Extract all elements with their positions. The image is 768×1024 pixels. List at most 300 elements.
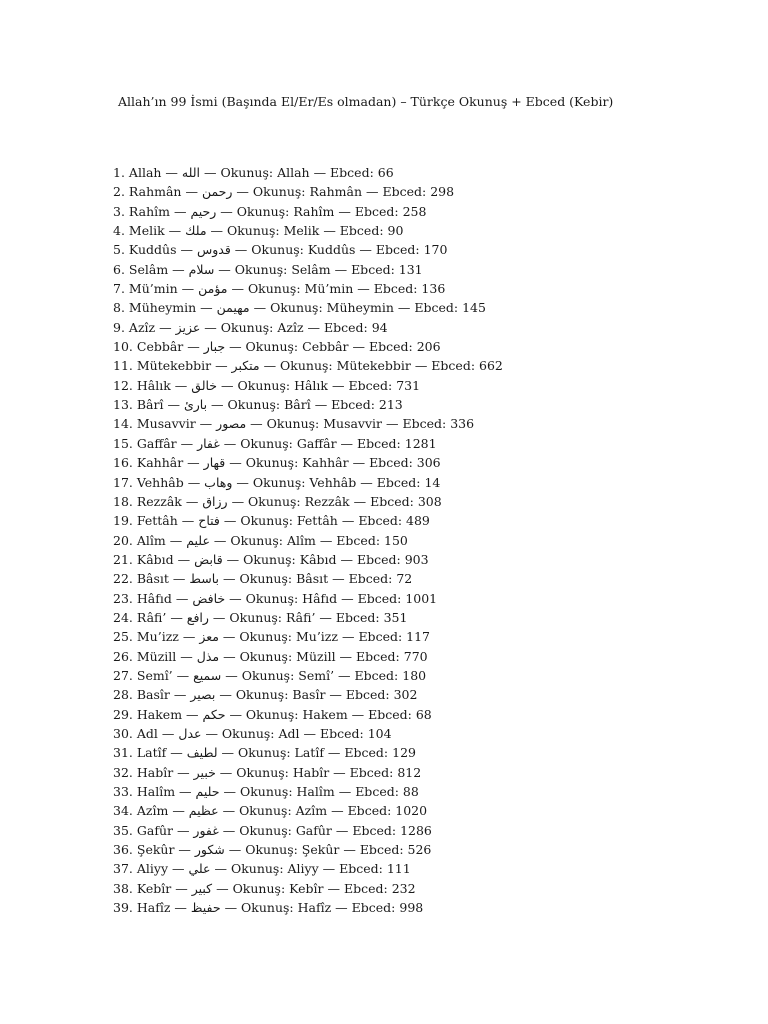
separator: — (334, 667, 355, 683)
separator: — (349, 493, 371, 509)
separator: — (183, 339, 204, 355)
item-arabic: فتاح (198, 513, 220, 529)
separator: — (337, 590, 358, 606)
item-name: Mütekebbir (136, 358, 212, 374)
item-number: 8. (113, 300, 125, 316)
item-name: Fettâh (136, 513, 178, 529)
separator: — (356, 474, 377, 490)
item-ebced: 111 (386, 861, 411, 877)
item-name: Adl (136, 725, 158, 741)
item-name: Kâbıd (136, 551, 174, 567)
item-ebced: 351 (383, 609, 408, 625)
ebced-label: Ebced: (357, 590, 406, 606)
list-item (113, 685, 503, 704)
item-reading: Rahîm (293, 203, 335, 219)
item-name: Bârî (136, 397, 164, 413)
separator: — (353, 281, 374, 297)
separator: — (172, 822, 194, 838)
item-reading: Aliyy (287, 861, 319, 877)
item-reading: Rahmân (309, 184, 363, 200)
list-item (113, 434, 503, 453)
item-reading: Cebbâr (302, 339, 349, 355)
item-arabic: خالق (191, 377, 218, 393)
item-ebced: 131 (398, 261, 423, 277)
separator: — (177, 281, 199, 297)
list-item (113, 511, 503, 530)
separator: — (225, 706, 246, 722)
item-name: Azîz (128, 319, 156, 335)
item-name: Gaffâr (136, 435, 177, 451)
separator: — (171, 880, 192, 896)
item-name: Halîm (136, 784, 176, 799)
ebced-label: Ebced: (373, 281, 422, 297)
item-number: 7. (113, 281, 125, 297)
item-reading: Şekûr (301, 842, 340, 858)
item-arabic: معز (199, 629, 219, 645)
item-name: Vehhâb (136, 474, 184, 490)
ebced-label: Ebced: (343, 880, 392, 896)
item-name: Rahîm (128, 203, 170, 219)
item-reading: Hâfıd (302, 590, 338, 606)
list-item (113, 356, 503, 375)
item-reading: Semî’ (298, 667, 335, 683)
item-name: Azîm (136, 803, 169, 819)
reading-label: Okunuş: (236, 203, 294, 219)
ebced-label: Ebced: (431, 358, 480, 374)
document-title: Allah’ın 99 İsmi (Başında El/Er/Es olmadan) – Türkçe Okunuş + Ebced (Kebir) (118, 94, 614, 109)
separator: — (210, 861, 231, 877)
item-name: Gafûr (136, 822, 173, 838)
separator: — (220, 900, 242, 916)
ebced-label: Ebced: (331, 397, 379, 413)
reading-label: Okunuş: (245, 590, 303, 606)
ebced-label: Ebced: (354, 203, 403, 219)
item-reading: Bâsıt (296, 571, 329, 587)
item-arabic: عليم (186, 532, 210, 548)
item-arabic: خبير (193, 764, 216, 780)
item-number: 36. (113, 842, 133, 858)
separator: — (334, 203, 355, 219)
item-arabic: مذل (196, 648, 220, 664)
item-reading: Selâm (291, 261, 331, 277)
item-reading: Allah (277, 165, 310, 180)
reading-label: Okunuş: (280, 358, 337, 374)
item-arabic: بصير (190, 687, 216, 703)
item-number: 14. (113, 416, 133, 432)
separator: — (219, 435, 241, 451)
item-number: 22. (113, 571, 133, 587)
separator: — (309, 165, 331, 180)
list-item (113, 531, 503, 550)
list-item (113, 202, 503, 221)
separator: — (335, 648, 357, 664)
item-number: 12. (113, 377, 133, 393)
item-reading: Azîz (277, 319, 304, 335)
list-item (113, 492, 503, 511)
item-reading: Adl (278, 725, 300, 741)
item-reading: Hafîz (297, 900, 332, 916)
item-reading: Mü’min (304, 281, 354, 297)
separator: — (355, 242, 376, 258)
item-reading: Gafûr (295, 822, 332, 838)
reading-label: Okunuş: (252, 184, 310, 200)
item-arabic: ملك (185, 223, 207, 239)
separator: — (325, 687, 346, 703)
separator: — (347, 706, 369, 722)
separator: — (337, 629, 359, 645)
separator: — (155, 319, 176, 335)
separator: — (171, 590, 193, 606)
separator: — (217, 745, 238, 761)
separator: — (217, 377, 238, 393)
separator: — (178, 629, 200, 645)
item-reading: Latîf (294, 745, 324, 761)
item-reading: Kebîr (289, 880, 324, 896)
separator: — (211, 358, 232, 374)
item-ebced: 336 (450, 416, 475, 432)
separator: — (323, 880, 344, 896)
list-item (113, 743, 503, 762)
list-item (113, 395, 503, 414)
item-ebced: 903 (404, 551, 429, 567)
separator: — (319, 223, 340, 239)
item-reading: Râfi’ (285, 609, 316, 625)
item-ebced: 170 (423, 242, 448, 258)
separator: — (215, 764, 237, 780)
list-item (113, 724, 503, 743)
separator: — (177, 513, 199, 529)
reading-label: Okunuş: (235, 687, 293, 703)
reading-label: Okunuş: (221, 725, 279, 741)
item-arabic: عظيم (188, 803, 219, 819)
separator: — (168, 861, 189, 877)
item-arabic: جبار (203, 339, 226, 355)
separator: — (310, 397, 332, 413)
item-name: Mü’min (128, 281, 178, 297)
reading-label: Okunuş: (220, 319, 278, 335)
separator: — (224, 842, 246, 858)
reading-label: Okunuş: (230, 532, 287, 548)
separator: — (176, 648, 197, 664)
item-name: Hâfıd (136, 590, 172, 606)
item-ebced: 1001 (405, 590, 438, 606)
reading-label: Okunuş: (239, 822, 296, 838)
item-reading: Bârî (284, 397, 311, 413)
item-ebced: 88 (402, 784, 419, 799)
separator: — (173, 764, 194, 780)
item-reading: Vehhâb (309, 474, 357, 490)
names-list (113, 163, 503, 917)
separator: — (157, 725, 179, 741)
item-reading: Mütekebbir (336, 358, 411, 374)
separator: — (232, 184, 253, 200)
item-ebced: 731 (396, 377, 421, 393)
item-reading: Habîr (292, 764, 330, 780)
separator: — (169, 687, 191, 703)
separator: — (200, 165, 221, 180)
separator: — (207, 397, 228, 413)
separator: — (348, 455, 370, 471)
item-arabic: عدل (178, 725, 202, 741)
item-reading: Kuddûs (307, 242, 356, 258)
list-item (113, 550, 503, 569)
reading-label: Okunuş: (220, 165, 278, 180)
item-arabic: علي (188, 861, 211, 877)
item-arabic: وهاب (204, 474, 233, 490)
ebced-label: Ebced: (356, 648, 404, 664)
item-reading: Müzill (296, 648, 336, 664)
item-name: Selâm (128, 261, 169, 277)
item-number: 31. (113, 745, 133, 761)
item-name: Hafîz (136, 900, 171, 916)
item-name: Rezzâk (136, 493, 182, 509)
separator: — (216, 203, 237, 219)
separator: — (168, 803, 189, 819)
separator: — (410, 358, 432, 374)
item-name: Kahhâr (136, 455, 184, 471)
item-number: 20. (113, 532, 133, 548)
separator: — (166, 609, 187, 625)
item-arabic: غفور (193, 822, 219, 838)
ebced-label: Ebced: (368, 706, 416, 722)
item-ebced: 68 (415, 706, 432, 722)
item-number: 32. (113, 764, 133, 780)
item-arabic: باسط (189, 571, 220, 587)
separator: — (214, 261, 235, 277)
list-item (113, 608, 503, 627)
item-arabic: الله (181, 165, 201, 180)
item-ebced: 770 (403, 648, 428, 664)
reading-label: Okunuş: (240, 435, 297, 451)
item-arabic: حكم (202, 706, 226, 722)
separator: — (219, 571, 240, 587)
item-arabic: لطيف (186, 745, 218, 761)
item-ebced: 298 (430, 184, 455, 200)
ebced-label: Ebced: (356, 551, 405, 567)
list-item (113, 221, 503, 240)
separator: — (227, 281, 248, 297)
separator: — (175, 784, 196, 799)
item-ebced: 526 (407, 842, 432, 858)
separator: — (225, 339, 246, 355)
ebced-label: Ebced: (357, 435, 405, 451)
ebced-label: Ebced: (369, 455, 417, 471)
ebced-label: Ebced: (358, 513, 407, 529)
separator: — (327, 803, 348, 819)
item-number: 16. (113, 455, 133, 471)
separator: — (201, 725, 222, 741)
separator: — (232, 474, 253, 490)
reading-label: Okunuş: (245, 455, 303, 471)
separator: — (170, 377, 192, 393)
item-name: Semî’ (136, 667, 173, 683)
item-reading: Hâlık (294, 377, 329, 393)
reading-label: Okunuş: (241, 900, 298, 916)
separator: — (176, 435, 198, 451)
separator: — (227, 493, 249, 509)
separator: — (206, 223, 227, 239)
separator: — (176, 242, 197, 258)
reading-label: Okunuş: (234, 261, 292, 277)
item-name: Musavvir (136, 416, 196, 432)
separator: — (208, 609, 230, 625)
list-item (113, 898, 503, 917)
list-item (113, 182, 503, 201)
item-ebced: 72 (396, 571, 413, 587)
separator: — (174, 842, 195, 858)
item-number: 4. (113, 223, 125, 239)
separator: — (168, 571, 190, 587)
ebced-label: Ebced: (355, 784, 403, 799)
separator: — (219, 513, 241, 529)
ebced-label: Ebced: (344, 745, 393, 761)
ebced-label: Ebced: (336, 532, 385, 548)
item-name: Cebbâr (136, 339, 184, 355)
item-ebced: 136 (421, 281, 446, 297)
list-item (113, 763, 503, 782)
separator: — (337, 513, 359, 529)
separator: — (212, 880, 233, 896)
separator: — (323, 745, 345, 761)
item-number: 23. (113, 590, 133, 606)
item-reading: Mu’izz (295, 629, 338, 645)
item-number: 39. (113, 900, 133, 916)
item-number: 34. (113, 803, 133, 819)
separator: — (330, 261, 352, 277)
ebced-label: Ebced: (414, 300, 463, 316)
item-ebced: 1020 (395, 803, 428, 819)
item-number: 10. (113, 339, 133, 355)
item-ebced: 145 (462, 300, 486, 316)
item-reading: Melik (283, 223, 320, 239)
separator: — (218, 822, 240, 838)
reading-label: Okunuş: (251, 242, 308, 258)
reading-label: Okunuş: (239, 629, 296, 645)
separator: — (163, 397, 184, 413)
separator: — (299, 725, 320, 741)
separator: — (336, 435, 358, 451)
list-item (113, 318, 503, 337)
item-number: 24. (113, 609, 133, 625)
item-ebced: 306 (416, 455, 441, 471)
list-item (113, 627, 503, 646)
item-number: 26. (113, 648, 133, 664)
item-number: 18. (113, 493, 133, 509)
item-ebced: 998 (399, 900, 424, 916)
item-ebced: 302 (393, 687, 418, 703)
separator: — (329, 764, 350, 780)
item-name: Basîr (136, 687, 170, 703)
list-item (113, 453, 503, 472)
separator: — (183, 474, 205, 490)
item-ebced: 129 (392, 745, 416, 761)
item-arabic: غفار (197, 435, 220, 451)
item-number: 29. (113, 706, 133, 722)
item-number: 37. (113, 861, 133, 877)
separator: — (331, 900, 352, 916)
list-item (113, 801, 503, 820)
list-item (113, 279, 503, 298)
item-reading: Basîr (292, 687, 326, 703)
ebced-label: Ebced: (348, 377, 397, 393)
ebced-label: Ebced: (358, 629, 407, 645)
separator: — (339, 842, 360, 858)
item-arabic: رزاق (202, 493, 228, 509)
list-item (113, 859, 503, 878)
reading-label: Okunuş: (229, 609, 286, 625)
separator: — (303, 319, 324, 335)
item-arabic: مهيمن (216, 300, 250, 316)
item-ebced: 232 (391, 880, 416, 896)
item-reading: Kâbıd (299, 551, 337, 567)
separator: — (166, 745, 187, 761)
separator: — (334, 784, 356, 799)
list-item (113, 589, 503, 608)
item-number: 1. (113, 165, 125, 180)
item-reading: Musavvir (323, 416, 383, 432)
separator: — (173, 551, 195, 567)
item-ebced: 1286 (400, 822, 432, 838)
reading-label: Okunuş: (245, 842, 302, 858)
item-arabic: حليم (195, 784, 220, 799)
item-name: Aliyy (136, 861, 169, 877)
reading-label: Okunuş: (247, 281, 305, 297)
item-ebced: 1281 (404, 435, 437, 451)
separator: — (181, 493, 203, 509)
separator: — (195, 416, 217, 432)
item-arabic: قابض (194, 551, 223, 567)
reading-label: Okunuş: (241, 667, 299, 683)
item-name: Müzill (136, 648, 177, 664)
item-number: 21. (113, 551, 133, 567)
reading-label: Okunuş: (239, 784, 297, 799)
item-reading: Müheymin (326, 300, 394, 316)
list-item (113, 163, 503, 182)
ebced-label: Ebced: (376, 474, 425, 490)
item-number: 3. (113, 203, 125, 219)
separator: — (315, 532, 337, 548)
item-ebced: 308 (417, 493, 442, 509)
item-reading: Gaffâr (296, 435, 337, 451)
item-ebced: 94 (371, 319, 388, 335)
reading-label: Okunuş: (232, 880, 290, 896)
ebced-label: Ebced: (330, 165, 378, 180)
separator: — (168, 261, 189, 277)
ebced-label: Ebced: (351, 900, 400, 916)
item-name: Rahmân (128, 184, 182, 200)
separator: — (183, 455, 204, 471)
item-arabic: عزيز (175, 319, 201, 335)
separator: — (225, 455, 246, 471)
reading-label: Okunuş: (248, 493, 305, 509)
separator: — (221, 667, 242, 683)
item-arabic: رحمن (201, 184, 233, 200)
separator: — (315, 609, 336, 625)
item-name: Hâlık (136, 377, 171, 393)
reading-label: Okunuş: (237, 745, 295, 761)
ebced-label: Ebced: (339, 861, 387, 877)
reading-label: Okunuş: (226, 223, 284, 239)
ebced-label: Ebced: (349, 764, 398, 780)
item-ebced: 812 (397, 764, 422, 780)
item-reading: Hakem (302, 706, 348, 722)
item-name: Hakem (136, 706, 183, 722)
separator: — (328, 377, 349, 393)
list-item (113, 840, 503, 859)
item-name: Bâsıt (136, 571, 169, 587)
item-number: 35. (113, 822, 133, 838)
item-number: 6. (113, 261, 125, 277)
